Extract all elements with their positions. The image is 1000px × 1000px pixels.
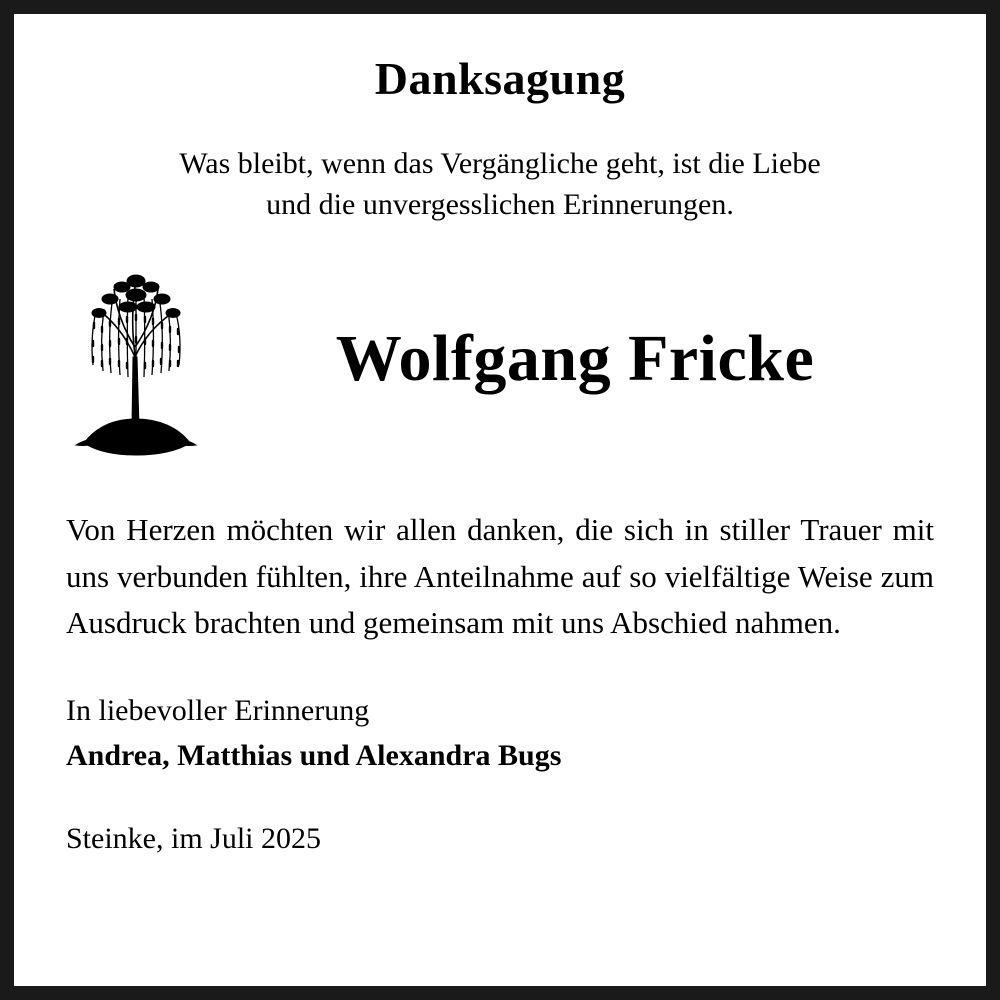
closing-line: In liebevoller Erinnerung — [66, 693, 370, 727]
place-and-date: Steinke, im Juli 2025 — [66, 821, 321, 855]
notice-content — [14, 14, 986, 986]
notice-title: Danksagung — [374, 53, 626, 104]
weeping-willow-tree-icon — [66, 237, 206, 487]
epitaph-line-2: und die unvergesslichen Erinnerungen. — [266, 187, 734, 221]
name-and-ornament-row — [66, 231, 934, 501]
epitaph-line-1: Was bleibt, wenn das Vergängliche geht, ist die Liebe — [179, 146, 821, 180]
deceased-name: Wolfgang Fricke — [335, 322, 815, 396]
signers: Andrea, Matthias und Alexandra Bugs — [66, 739, 562, 773]
closing-block — [66, 689, 934, 778]
thank-you-body: Von Herzen möchten wir allen danken, die sich in stiller Trauer mit uns verbunden fühlten, ihre Anteilnahme auf so vielfältige Weise zum Ausdruck brachten und gemeinsam mit uns Abschied nahmen. — [66, 512, 934, 641]
epitaph-quote — [76, 143, 924, 226]
